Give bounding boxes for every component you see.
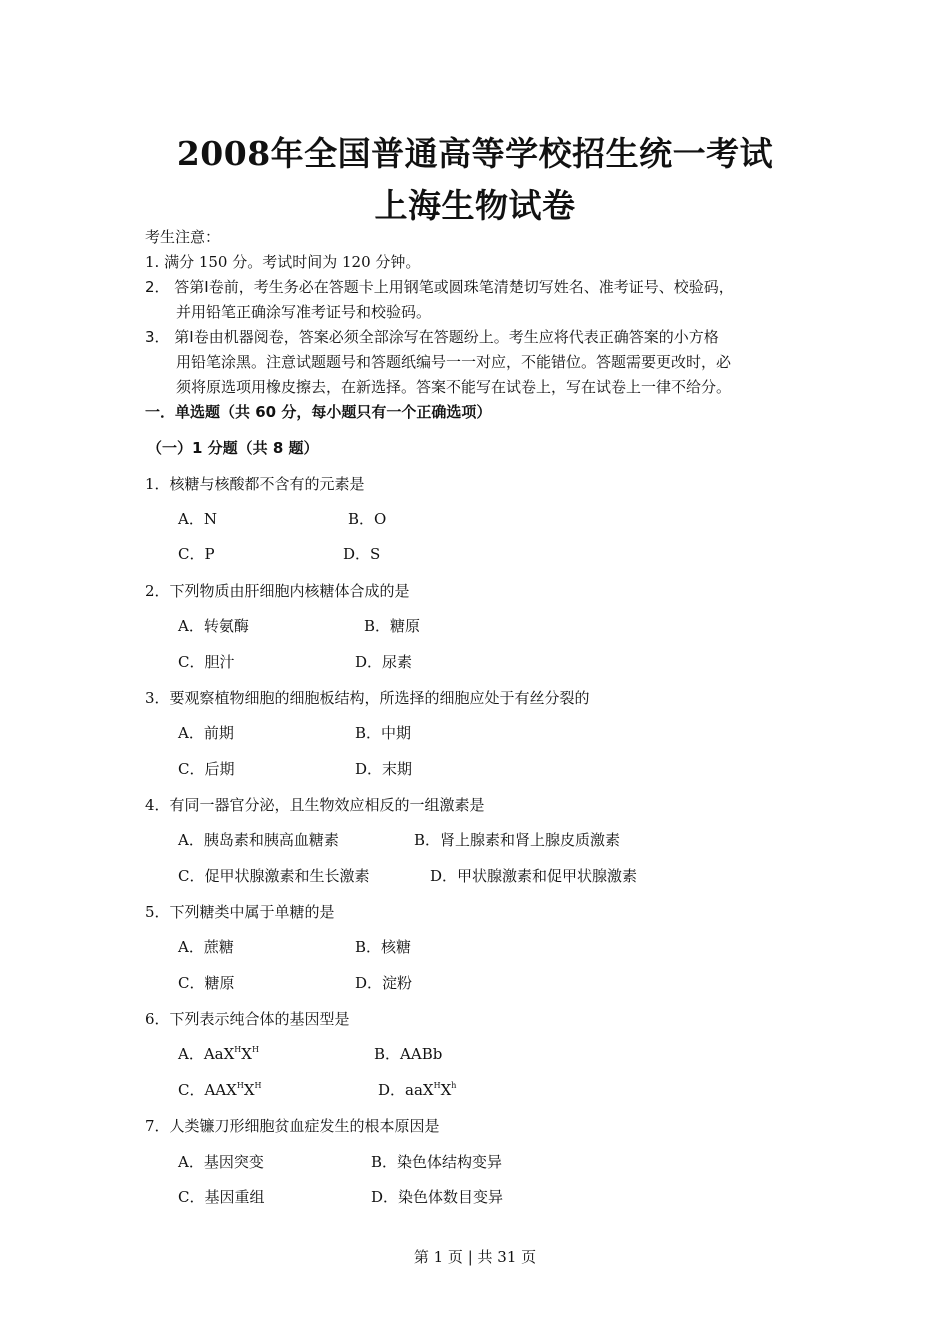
notice-item-3-cont1: 用铅笔涂黑。注意试题题号和答题纸编号一一对应，不能错位。答题需要更改时，必 <box>176 353 732 371</box>
question-7-option-b: B．染色体结构变异 <box>371 1153 503 1171</box>
question-5-option-d: D．淀粉 <box>355 974 413 992</box>
question-3-option-d: D．末期 <box>355 760 413 778</box>
question-2-option-d: D．尿素 <box>355 653 413 671</box>
notice-item-2: 2． 答第Ⅰ卷前，考生务必在答题卡上用钢笔或圆珠笔清楚切写姓名、准考证号、校验码， <box>145 278 734 296</box>
notice-heading: 考生注意： <box>145 228 221 246</box>
question-2-option-c: C．胆汁 <box>178 653 235 671</box>
question-1-option-c: C．P <box>178 545 215 563</box>
question-3-option-c: C．后期 <box>178 760 235 778</box>
notice-item-3: 3． 第Ⅰ卷由机器阅卷，答案必须全部涂写在答题纷上。考生应将代表正确答案的小方格 <box>145 328 719 346</box>
question-5-option-c: C．糖原 <box>178 974 235 992</box>
question-1-option-d: D．S <box>343 545 381 563</box>
page-footer: 第 1 页 | 共 31 页 <box>413 1248 537 1266</box>
question-2-option-a: A．转氨酶 <box>178 617 249 635</box>
question-6-option-a: A．$AaX^HX^H$ <box>178 1045 259 1063</box>
question-6-option-b: B．AABb <box>374 1045 443 1063</box>
question-4-option-d: D．甲状腺激素和促甲状腺激素 <box>430 867 638 885</box>
notice-item-3-cont2: 须将原选项用橡皮擦去，在新选择。答案不能写在试卷上，写在试卷上一律不给分。 <box>176 378 732 396</box>
question-5-stem: 5．下列糖类中属于单糖的是 <box>145 903 335 921</box>
question-7-option-d: D．染色体数目变异 <box>371 1188 504 1206</box>
question-5-option-b: B．核糖 <box>355 938 412 956</box>
question-7-stem: 7．人类镰刀形细胞贫血症发生的根本原因是 <box>145 1117 440 1135</box>
exam-title-line2: 上海生物试卷 <box>374 186 576 225</box>
question-4-option-a: A．胰岛素和胰高血糖素 <box>178 831 339 849</box>
section-heading: 一．单选题（共 60 分，每小题只有一个正确选项） <box>145 403 492 421</box>
subsection-heading: （一）1 分题（共 8 题） <box>147 439 319 457</box>
question-2-option-b: B．糖原 <box>364 617 421 635</box>
notice-item-2-cont: 并用铅笔正确涂写准考证号和校验码。 <box>176 303 432 321</box>
notice-item-1: 1. 满分 150 分。考试时间为 120 分钟。 <box>145 253 421 271</box>
question-1-option-a: A．N <box>178 510 217 528</box>
question-4-option-c: C．促甲状腺激素和生长激素 <box>178 867 370 885</box>
question-1-stem: 1．核糖与核酸都不含有的元素是 <box>145 475 365 493</box>
question-4-option-b: B．肾上腺素和肾上腺皮质激素 <box>414 831 621 849</box>
question-6-stem: 6．下列表示纯合体的基因型是 <box>145 1010 350 1028</box>
question-7-option-a: A．基因突变 <box>178 1153 264 1171</box>
question-5-option-a: A．蔗糖 <box>178 938 234 956</box>
question-6-option-d: D．$aaX^HX^h$ <box>378 1081 457 1099</box>
question-3-option-b: B．中期 <box>355 724 412 742</box>
question-3-option-a: A．前期 <box>178 724 234 742</box>
question-4-stem: 4．有同一器官分泌，且生物效应相反的一组激素是 <box>145 796 485 814</box>
question-2-stem: 2．下列物质由肝细胞内核糖体合成的是 <box>145 582 410 600</box>
exam-title-line1: 2008年全国普通高等学校招生统一考试 <box>176 134 774 173</box>
question-7-option-c: C．基因重组 <box>178 1188 265 1206</box>
question-1-option-b: B．O <box>348 510 387 528</box>
question-6-option-c: C．$AAX^HX^H$ <box>178 1081 262 1099</box>
question-3-stem: 3．要观察植物细胞的细胞板结构，所选择的细胞应处于有丝分裂的 <box>145 689 590 707</box>
